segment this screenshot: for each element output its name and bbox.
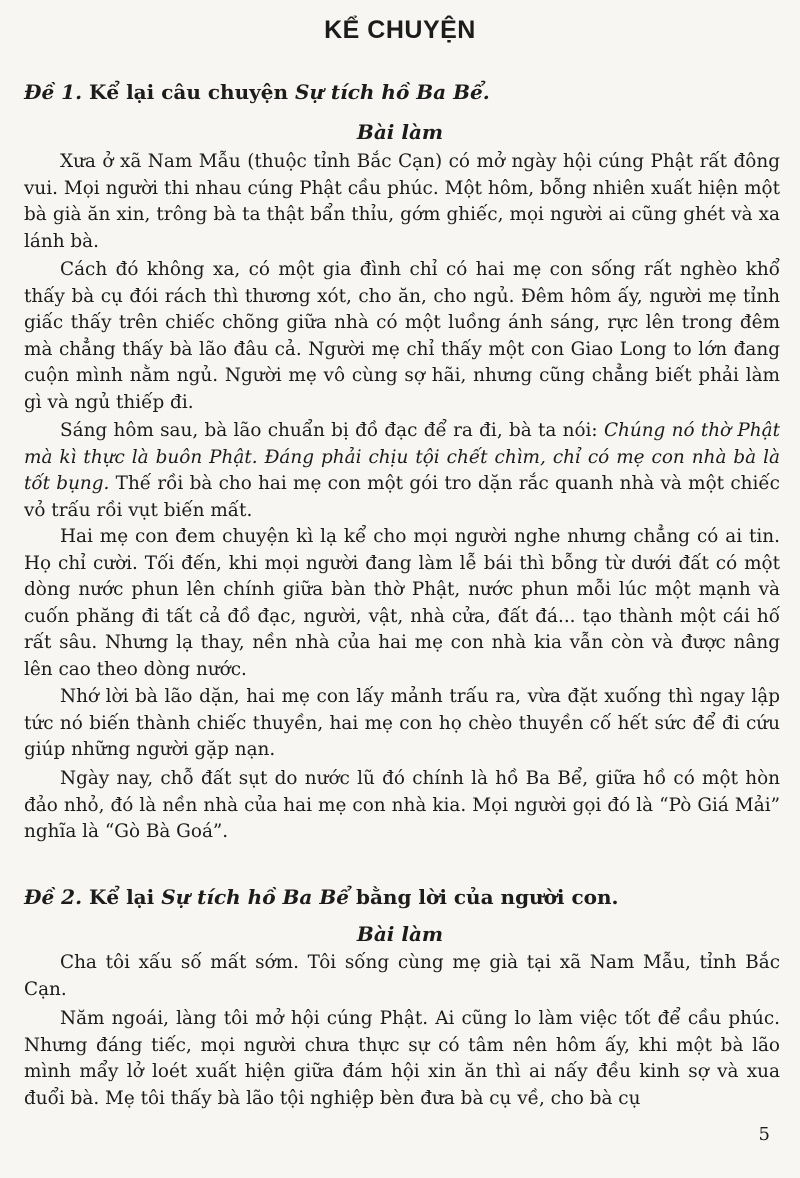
topic-2-story: Sự tích hồ Ba Bể: [161, 885, 349, 909]
paragraph: Cha tôi xấu số mất sớm. Tôi sống cùng mẹ già tại xã Nam Mẫu, tỉnh Bắc Cạn.: [24, 952, 780, 1000]
paragraph: Cách đó không xa, có một gia đình chỉ có hai mẹ con sống rất nghèo khổ thấy bà cụ đói rách thì thương xót, cho ăn, cho ngủ. Đêm hôm ấy, người mẹ tỉnh giấc thấy trên chiếc chõng giữa nhà có một luồng ánh sáng, rực lên trong đêm mà chẳng thấy bà lão đâu cả. Người mẹ chỉ thấy một con Giao Long to lớn đang cuộn mình nằm ngủ. Người mẹ vô cùng sợ hãi, nhưng cũng chẳng biết phải làm gì và ngủ thiếp đi.: [24, 259, 780, 413]
topic-2-suffix: bằng lời của người con.: [355, 885, 619, 909]
topic-2-number: Đề 2.: [24, 885, 83, 909]
paragraph: Hai mẹ con đem chuyện kì lạ kể cho mọi người nghe nhưng chẳng có ai tin. Họ chỉ cười. Tối đến, khi mọi người đang làm lễ bái thì bỗng từ dưới đất có một dòng nước phun lên chính giữa bàn thờ Phật, nước phun mỗi lúc một mạnh và cuốn phăng đi tất cả đồ đạc, người, vật, nhà cửa, đất đá... tạo thành một cái hố rất sâu. Nhưng lạ thay, nền nhà của hai mẹ con nhà kia vẫn còn và được nâng lên cao theo dòng nước.: [24, 526, 780, 680]
paragraph-text: Sáng hôm sau, bà lão chuẩn bị đồ đạc để ra đi, bà ta nói:: [60, 420, 598, 441]
paragraph-text: Thế rồi bà cho hai mẹ con một gói tro dặn rắc quanh nhà và một chiếc vỏ trấu rồi vụt biến mất.: [24, 473, 780, 521]
topic-1-number: Đề 1.: [24, 80, 83, 104]
section-heading: KỂ CHUYỆN: [324, 16, 476, 44]
paragraph: Nhớ lời bà lão dặn, hai mẹ con lấy mảnh trấu ra, vừa đặt xuống thì ngay lập tức nó biến thành chiếc thuyền, hai mẹ con họ chèo thuyền cố hết sức để đi cứu giúp những người gặp nạn.: [24, 686, 780, 760]
topic-1-story: Sự tích hồ Ba Bể.: [294, 80, 490, 104]
paragraph: Ngày nay, chỗ đất sụt do nước lũ đó chính là hồ Ba Bể, giữa hồ có một hòn đảo nhỏ, đó là nền nhà của hai mẹ con nhà kia. Mọi người gọi đó là “Pò Giá Mải” nghĩa là “Gò Bà Goá”.: [24, 768, 780, 842]
topic-2-subheading: Bài làm: [356, 922, 444, 946]
paragraph: Năm ngoái, làng tôi mở hội cúng Phật. Ai cũng lo làm việc tốt để cầu phúc. Nhưng đáng tiếc, mọi người chưa thực sự có tâm nên hôm ấy, khi một bà lão mình mẩy lở loét xuất hiện giữa đám hội xin ăn thì ai nấy đều kinh sợ và xua đuổi bà. Mẹ tôi thấy bà lão tội nghiệp bèn đưa bà cụ về, cho bà cụ: [24, 1008, 780, 1109]
topic-2-prefix: Kể lại: [89, 885, 155, 909]
quoted-speech: Chúng nó thờ Phật mà kì thực là buôn Phật. Đáng phải chịu tội chết chìm, chỉ có mẹ con nhà bà là tốt bụng.: [24, 420, 780, 494]
paragraph: Xưa ở xã Nam Mẫu (thuộc tỉnh Bắc Cạn) có mở ngày hội cúng Phật rất đông vui. Mọi người thi nhau cúng Phật cầu phúc. Một hôm, bỗng nhiên xuất hiện một bà già ăn xin, trông bà ta thật bẩn thỉu, gớm ghiếc, mọi người ai cũng ghét và xa lánh bà.: [24, 151, 780, 252]
topic-1-subheading: Bài làm: [356, 120, 444, 144]
page-number: 5: [758, 1124, 770, 1145]
paragraph: [24, 418, 780, 524]
topic-1-title: [24, 80, 776, 104]
topic-1-prefix: Kể lại câu chuyện: [89, 80, 288, 104]
topic-2-title: [24, 885, 776, 909]
